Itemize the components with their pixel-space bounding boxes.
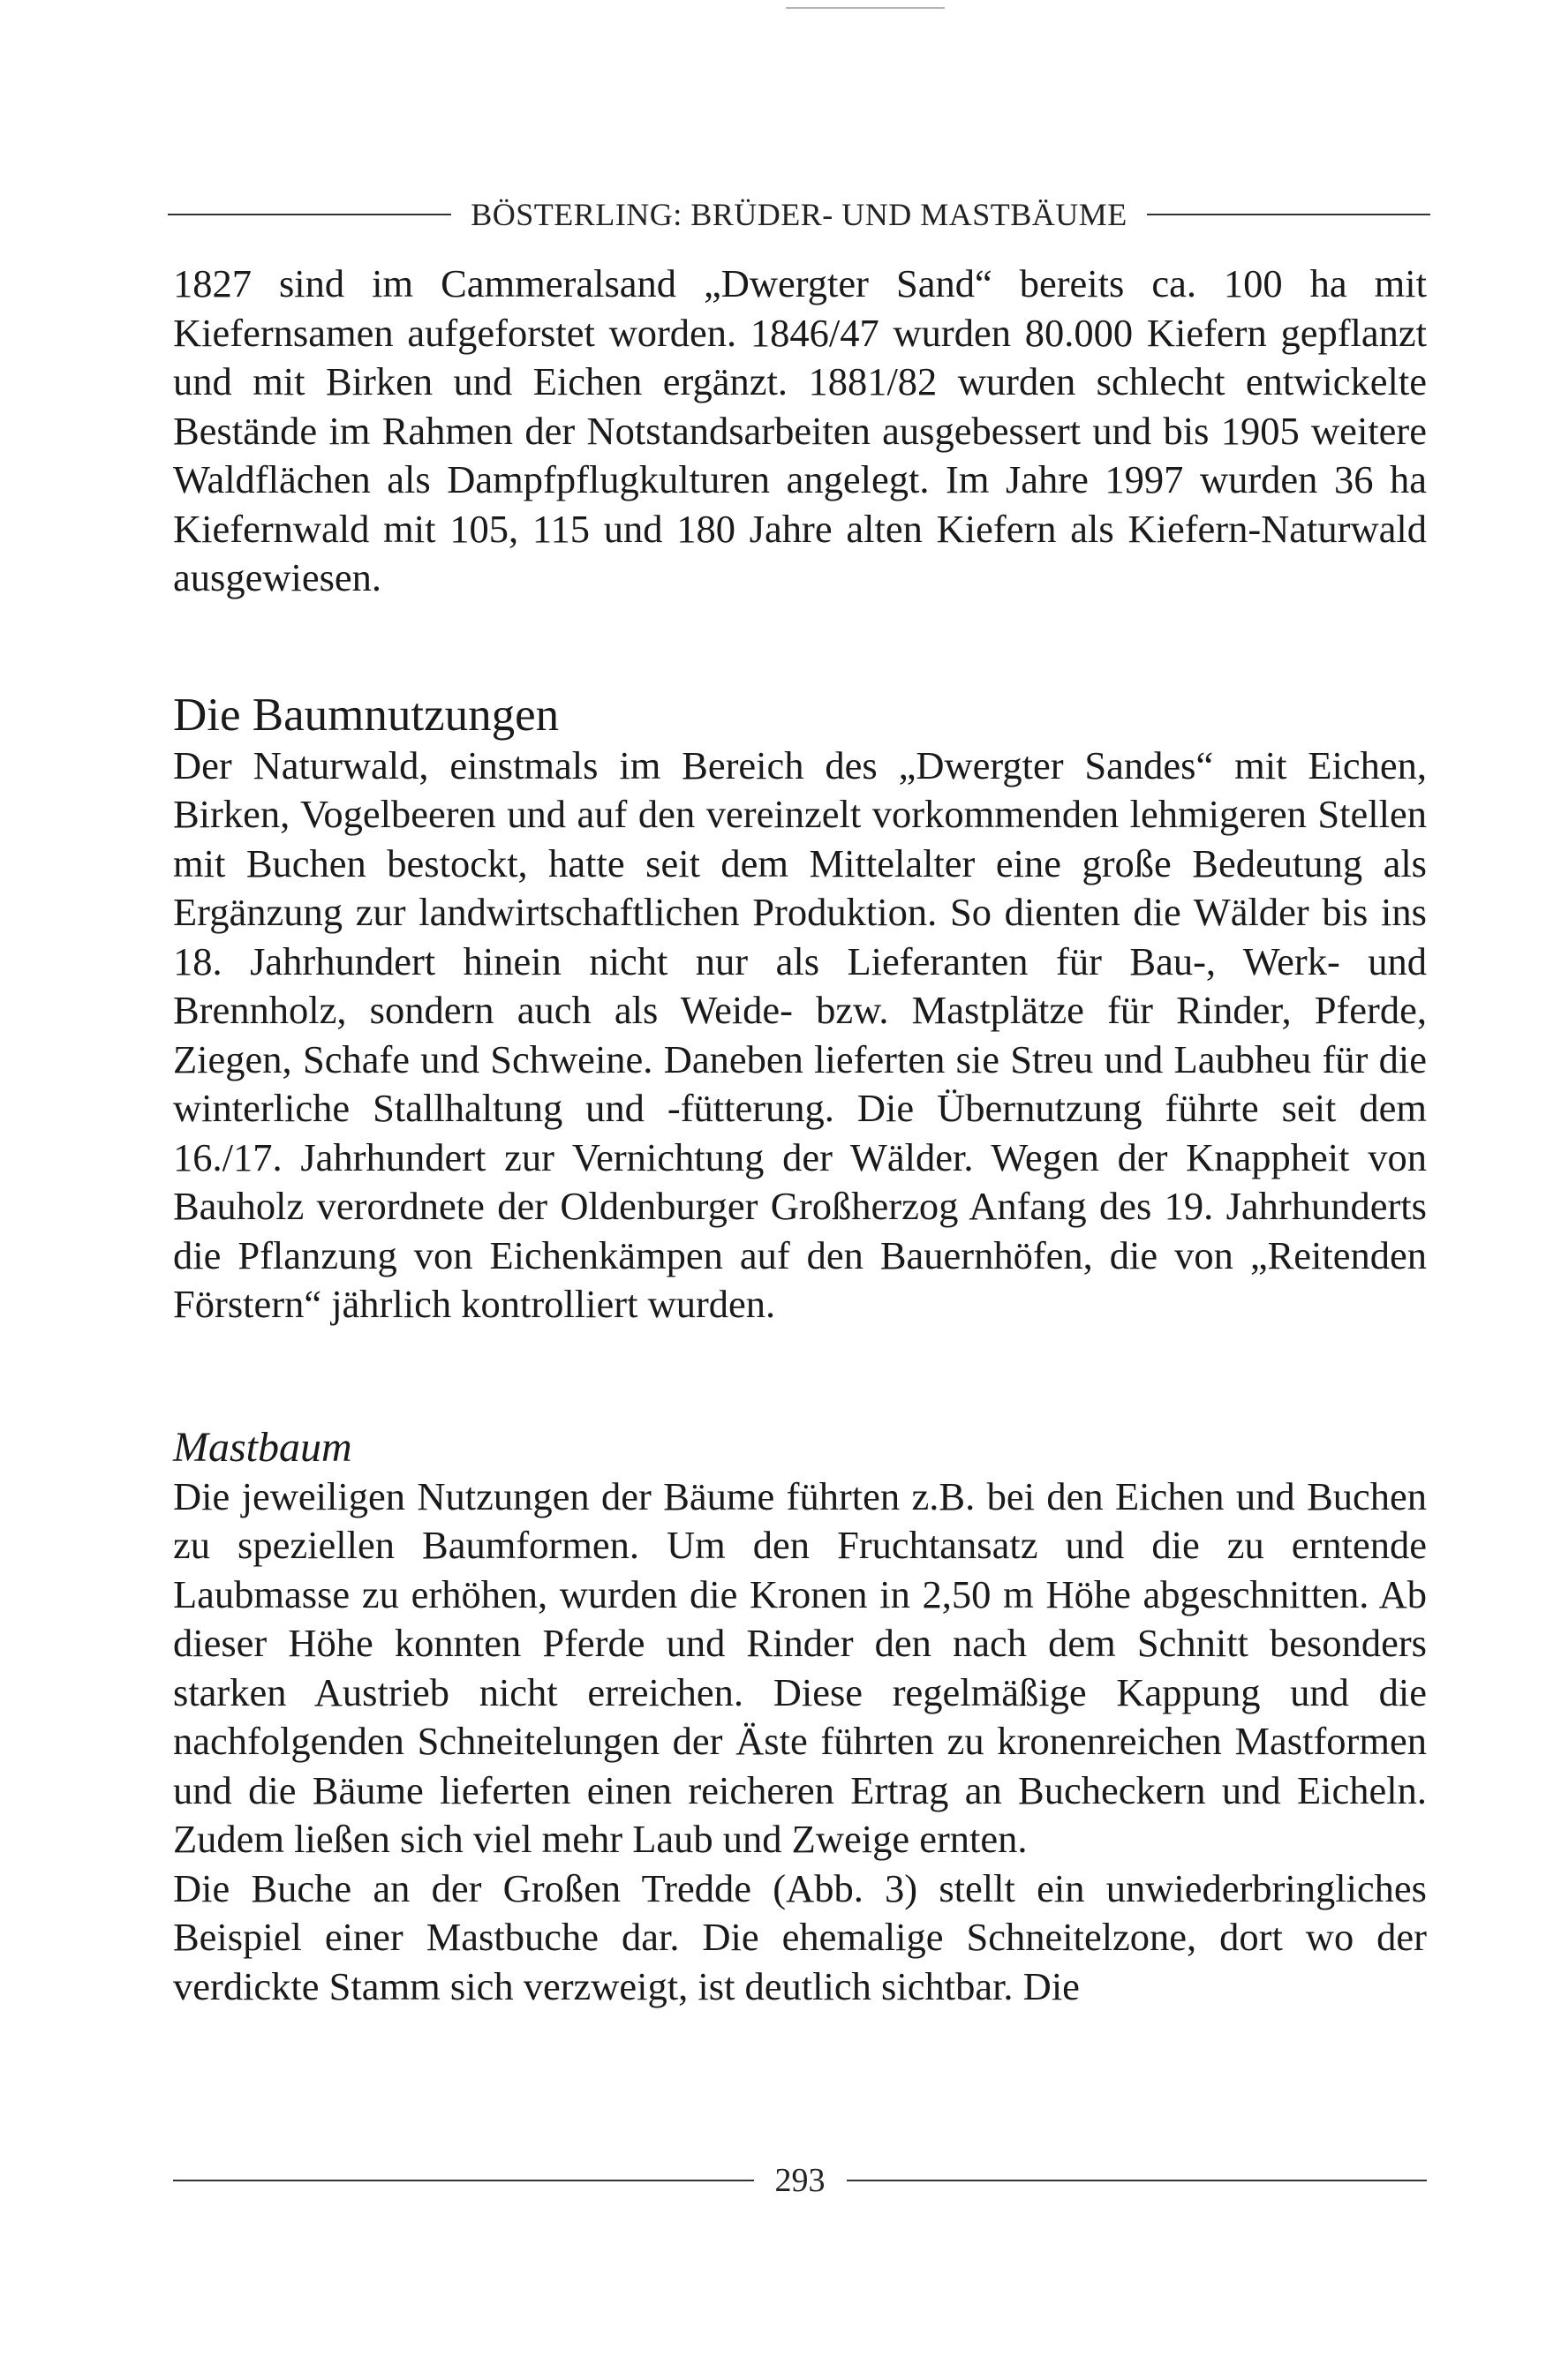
page-number: 293 bbox=[774, 2162, 826, 2199]
subsection-paragraph-2: Die Buche an der Großen Tredde (Abb. 3) stellt ein unwiederbringliches Beispiel einer Mastbuche dar. Die ehemalige Schneitelzone, dort wo der verdickte Stamm sich verzweigt, ist deutlich sichtbar. Die bbox=[173, 1865, 1427, 2008]
section-spacer bbox=[173, 603, 1427, 689]
running-head bbox=[168, 189, 1430, 240]
section-heading: Die Baumnutzungen bbox=[173, 689, 560, 741]
footer-rule-right bbox=[847, 2180, 1428, 2181]
page-footer bbox=[173, 2154, 1427, 2207]
subsection-spacer bbox=[173, 1329, 1427, 1423]
subsection-heading: Mastbaum bbox=[173, 1423, 352, 1471]
footer-rule-left bbox=[173, 2180, 754, 2181]
scan-edge-mark bbox=[786, 7, 945, 9]
intro-paragraph: 1827 sind im Cammeralsand „Dwergter Sand“ bereits ca. 100 ha mit Kiefernsamen aufgeforstet worden. 1846/47 wurden 80.000 Kiefern gepflanzt und mit Birken und Eichen ergänzt. 1881/82 wurden schlecht entwickelte Bestände im Rahmen der Notstandsarbeiten ausgebessert und bis 1905 weitere Waldflächen als Dampfpflugkulturen angelegt. Im Jahre 1997 wurden 36 ha Kiefernwald mit 105, 115 und 180 Jahre alten Kiefern als Kiefern-Naturwald ausgewiesen. bbox=[173, 261, 1427, 599]
subsection-paragraph-1: Die jeweiligen Nutzungen der Bäume führten z.B. bei den Eichen und Buchen zu speziellen Baumformen. Um den Fruchtansatz und die zu erntende Laubmasse zu erhöhen, wurden die Kronen in 2,50 m Höhe abgeschnitten. Ab dieser Höhe konnten Pferde und Rinder den nach dem Schnitt besonders starken Austrieb nicht erreichen. Diese regelmäßige Kappung und die nachfolgenden Schneitelungen der Äste führten zu kronenreichen Mastformen und die Bäume lieferten einen reicheren Ertrag an Bucheckern und Eicheln. Zudem ließen sich viel mehr Laub und Zweige ernten. bbox=[173, 1473, 1427, 1861]
section-paragraph: Der Naturwald, einstmals im Bereich des „Dwergter Sandes“ mit Eichen, Birken, Vogelbeeren und auf den vereinzelt vorkommenden lehmigeren Stellen mit Buchen bestockt, hatte seit dem Mittelalter eine große Bedeutung als Ergänzung zur landwirtschaftlichen Produktion. So dienten die Wälder bis ins 18. Jahrhundert hinein nicht nur als Lieferanten für Bau-, Werk- und Brennholz, sondern auch als Weide- bzw. Mastplätze für Rinder, Pferde, Ziegen, Schafe und Schweine. Daneben lieferten sie Streu und Laubheu für die winterliche Stallhaltung und -fütterung. Die Übernutzung führte seit dem 16./17. Jahrhundert zur Vernichtung der Wälder. Wegen der Knappheit von Bauholz verordnete der Oldenburger Großherzog Anfang des 19. Jahrhunderts die Pflanzung von Eichenkämpen auf den Bauernhöfen, die von „Reitenden Förstern“ jährlich kontrolliert wurden. bbox=[173, 742, 1427, 1326]
running-head-title: BÖSTERLING: BRÜDER- UND MASTBÄUME bbox=[471, 197, 1127, 232]
running-head-rule-right bbox=[1147, 214, 1430, 215]
running-head-rule-left bbox=[168, 214, 451, 215]
body-text bbox=[173, 260, 1427, 2011]
